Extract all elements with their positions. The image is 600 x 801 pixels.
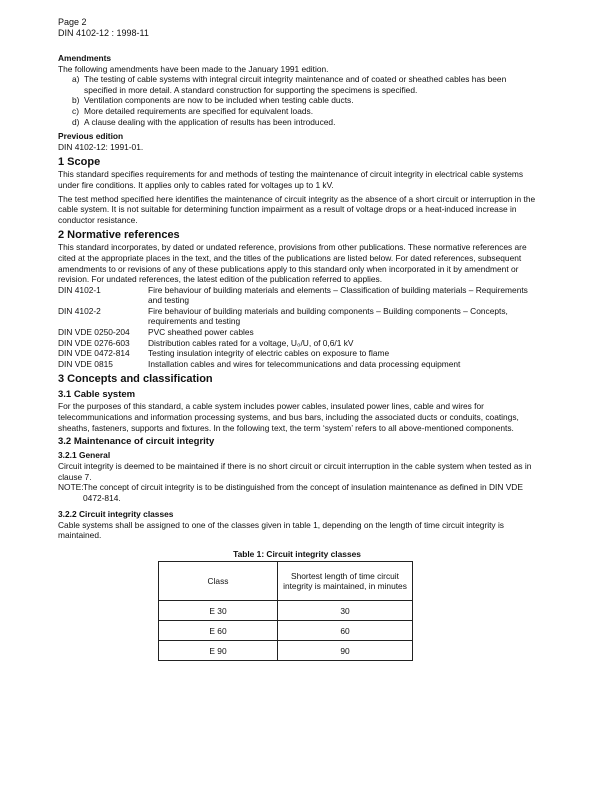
- reference-row: [58, 359, 536, 370]
- amendments-list: [58, 74, 536, 127]
- minutes-cell: 90: [278, 641, 413, 661]
- reference-row: [58, 306, 536, 327]
- reference-title: Installation cables and wires for telecommunications and data processing equipment: [148, 358, 461, 369]
- concepts-heading: 3 Concepts and classification: [58, 373, 213, 386]
- normative-references-intro: This standard incorporates, by dated or undated reference, provisions from other publications. These normative references are cited at the appropriate places in the text, and the titles of the publications are listed below. For dated references, subsequent amendments to or revisions of any of these publications apply to this standard only when incorporated in it by amendment or revision. For undated references, the latest edition of the publication referred to applies.: [58, 242, 527, 285]
- amendment-letter: d): [72, 116, 80, 127]
- amendments-intro: The following amendments have been made to the January 1991 edition.: [58, 63, 329, 74]
- table-row: [159, 621, 413, 641]
- reference-row: [58, 338, 536, 349]
- general-text: Circuit integrity is deemed to be maintained if there is no short circuit or circuit interruption in the cable system when tested as in clause 7.: [58, 461, 532, 482]
- class-cell: E 30: [159, 601, 278, 621]
- reference-code: DIN VDE 0472-814: [58, 348, 130, 359]
- previous-edition-text: DIN 4102-12: 1991-01.: [58, 141, 144, 152]
- scope-paragraph-1: This standard specifies requirements for and methods of testing the maintenance of circuit integrity in electrical cable systems under fire conditions. It applies only to cables rated for voltages up to 1 kV.: [58, 169, 524, 190]
- minutes-cell: 30: [278, 601, 413, 621]
- integrity-classes-heading: 3.2.2 Circuit integrity classes: [58, 508, 174, 519]
- column-header-minutes: Shortest length of time circuit integrity is maintained, in minutes: [278, 562, 413, 601]
- reference-list: [58, 285, 536, 370]
- integrity-classes-table: [158, 561, 413, 661]
- reference-row: [58, 285, 536, 306]
- amendments-heading: Amendments: [58, 53, 112, 63]
- note: [58, 482, 536, 503]
- page-number: Page 2: [58, 17, 87, 27]
- reference-row: [58, 348, 536, 359]
- cable-system-heading: 3.1 Cable system: [58, 389, 136, 401]
- table-row: [159, 601, 413, 621]
- class-cell: E 60: [159, 621, 278, 641]
- reference-code: DIN VDE 0250-204: [58, 327, 130, 338]
- table-header-row: [159, 562, 413, 601]
- reference-code: DIN 4102-2: [58, 305, 101, 316]
- reference-title: Distribution cables rated for a voltage, U₀/U, of 0,6/1 kV: [148, 337, 354, 348]
- cable-system-text: For the purposes of this standard, a cable system includes power cables, insulated power lines, cable and wires for telecommunications and information processing systems, and bus bars, including the associated ducts or conduits, coatings, sheaths, fasteners, supports and fixtures. In the following text, the term ‘system’ refers to all above-mentioned components.: [58, 401, 519, 433]
- amendment-letter: a): [72, 74, 80, 85]
- minutes-cell: 60: [278, 621, 413, 641]
- note-text: The concept of circuit integrity is to be distinguished from the concept of insulation maintenance as defined in DIN VDE 0472-814.: [83, 482, 523, 503]
- integrity-classes-text: Cable systems shall be assigned to one of the classes given in table 1, depending on the length of time circuit integrity is maintained.: [58, 519, 504, 541]
- circuit-integrity-heading: 3.2 Maintenance of circuit integrity: [58, 436, 215, 448]
- reference-code: DIN 4102-1: [58, 284, 101, 295]
- scope-heading: 1 Scope: [58, 156, 101, 169]
- note-label: NOTE:: [58, 482, 84, 493]
- reference-title: Testing insulation integrity of electric cables on exposure to flame: [148, 348, 390, 359]
- amendment-item: [72, 106, 536, 117]
- table-row: [159, 641, 413, 661]
- reference-title: PVC sheathed power cables: [148, 327, 254, 338]
- amendment-text: A clause dealing with the application of results has been introduced.: [84, 116, 336, 127]
- table-caption: Table 1: Circuit integrity classes: [233, 548, 361, 559]
- amendment-item: [72, 95, 536, 106]
- normative-references-heading: 2 Normative references: [58, 229, 180, 242]
- general-heading: 3.2.1 General: [58, 450, 111, 461]
- reference-code: DIN VDE 0276-603: [58, 337, 130, 348]
- amendment-item: [72, 74, 536, 95]
- amendment-item: [72, 117, 536, 128]
- previous-edition-heading: Previous edition: [58, 131, 124, 142]
- reference-row: [58, 327, 536, 338]
- standard-id: DIN 4102-12 : 1998-11: [58, 28, 149, 38]
- scope-paragraph-2: The test method specified here identifies the maintenance of circuit integrity as the absence of a short circuit or interruption in the cable system. It is not suitable for determining function impairment as a result of voltage drops or a heat-induced increase in conductor resistance.: [58, 193, 536, 225]
- class-cell: E 90: [159, 641, 278, 661]
- column-header-class: Class: [159, 562, 278, 601]
- amendment-text: More detailed requirements are specified for equivalent loads.: [84, 105, 314, 116]
- document-page: [58, 17, 536, 661]
- amendment-text: Ventilation components are now to be included when testing cable ducts.: [84, 95, 354, 106]
- amendment-letter: b): [72, 95, 80, 106]
- amendment-letter: c): [72, 105, 79, 116]
- reference-title: Fire behaviour of building materials and elements – Classification of building materials – Requirements and testing: [148, 284, 528, 306]
- amendment-text: The testing of cable systems with integral circuit integrity maintenance and of coated or sheathed cables has been specified in more detail. A standard construction for supporting the specimens is specified.: [84, 74, 507, 95]
- reference-code: DIN VDE 0815: [58, 358, 113, 369]
- reference-title: Fire behaviour of building materials and building components – Building components – Concepts, requirements and testing: [148, 305, 508, 327]
